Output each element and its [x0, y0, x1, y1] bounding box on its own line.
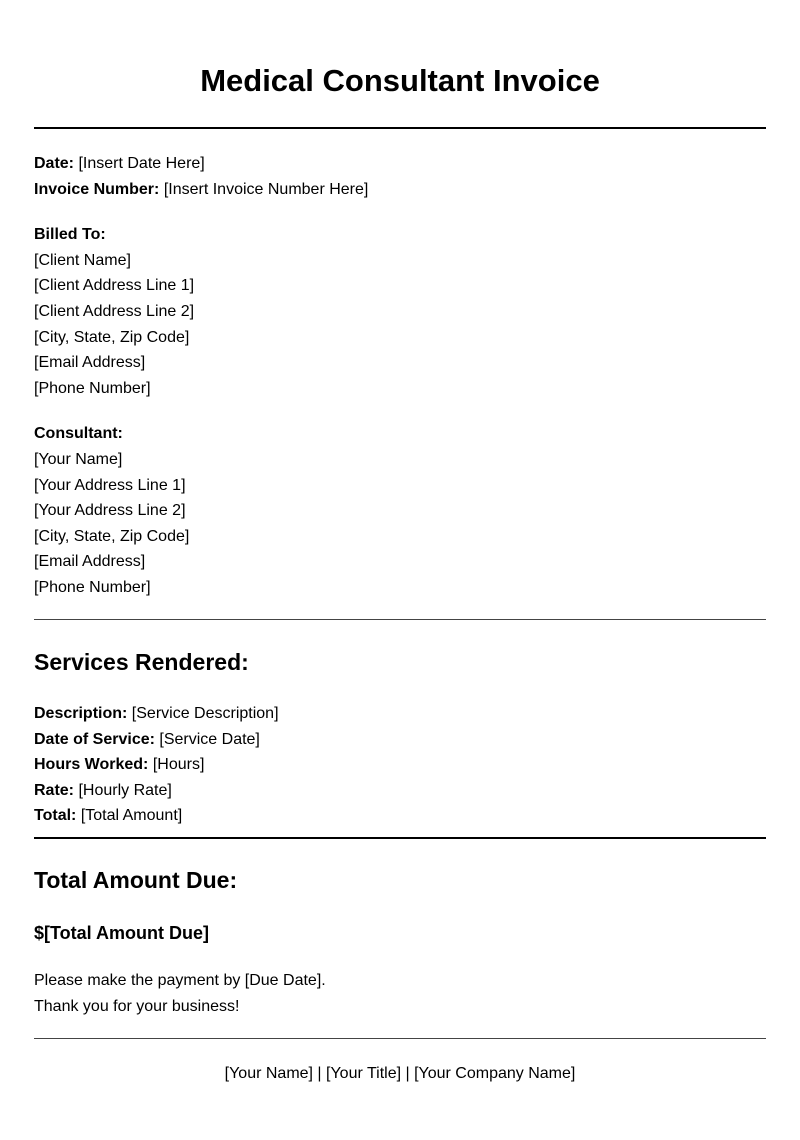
consultant-name: [Your Name]	[34, 451, 123, 468]
services-heading: Services Rendered:	[34, 649, 249, 675]
thank-you-note: Thank you for your business!	[34, 998, 240, 1015]
invoice-number-row	[34, 180, 368, 200]
amount-due-value: $[Total Amount Due]	[34, 923, 209, 943]
invoice-number-label: Invoice Number:	[34, 181, 160, 198]
date-row	[34, 154, 205, 174]
payment-note: Please make the payment by [Due Date].	[34, 972, 326, 989]
rate-row	[34, 781, 172, 801]
consultant-heading: Consultant:	[34, 425, 123, 442]
date-label: Date:	[34, 155, 75, 172]
footer-divider	[34, 1038, 766, 1039]
service-description-row	[34, 704, 279, 724]
service-date-label: Date of Service:	[34, 731, 155, 748]
client-address-line-2: [Client Address Line 2]	[34, 303, 195, 320]
rate-value: [Hourly Rate]	[78, 782, 172, 799]
client-city-state-zip: [City, State, Zip Code]	[34, 329, 190, 346]
service-date-row	[34, 730, 260, 750]
billed-to-heading: Billed To:	[34, 226, 106, 243]
consultant-address-line-1: [Your Address Line 1]	[34, 477, 186, 494]
total-row	[34, 806, 182, 826]
total-label: Total:	[34, 807, 77, 824]
consultant-email: [Email Address]	[34, 553, 146, 570]
rate-label: Rate:	[34, 782, 75, 799]
footer-signature: [Your Name] | [Your Title] | [Your Company Name]	[224, 1065, 576, 1082]
invoice-number-value: [Insert Invoice Number Here]	[163, 181, 369, 198]
client-phone: [Phone Number]	[34, 380, 151, 397]
service-description-value: [Service Description]	[131, 705, 279, 722]
header-divider	[34, 127, 766, 129]
service-description-label: Description:	[34, 705, 128, 722]
client-name: [Client Name]	[34, 252, 131, 269]
invoice-title: Medical Consultant Invoice	[200, 63, 600, 98]
consultant-city-state-zip: [City, State, Zip Code]	[34, 528, 190, 545]
hours-worked-value: [Hours]	[152, 756, 205, 773]
hours-worked-row	[34, 755, 204, 775]
consultant-phone: [Phone Number]	[34, 579, 151, 596]
client-address-line-1: [Client Address Line 1]	[34, 277, 195, 294]
hours-worked-label: Hours Worked:	[34, 756, 149, 773]
amount-divider	[34, 837, 766, 839]
client-email: [Email Address]	[34, 354, 146, 371]
service-date-value: [Service Date]	[159, 731, 260, 748]
amount-due-heading: Total Amount Due:	[34, 867, 238, 893]
consultant-address-line-2: [Your Address Line 2]	[34, 502, 186, 519]
services-divider	[34, 619, 766, 620]
date-value: [Insert Date Here]	[78, 155, 205, 172]
total-value: [Total Amount]	[80, 807, 183, 824]
